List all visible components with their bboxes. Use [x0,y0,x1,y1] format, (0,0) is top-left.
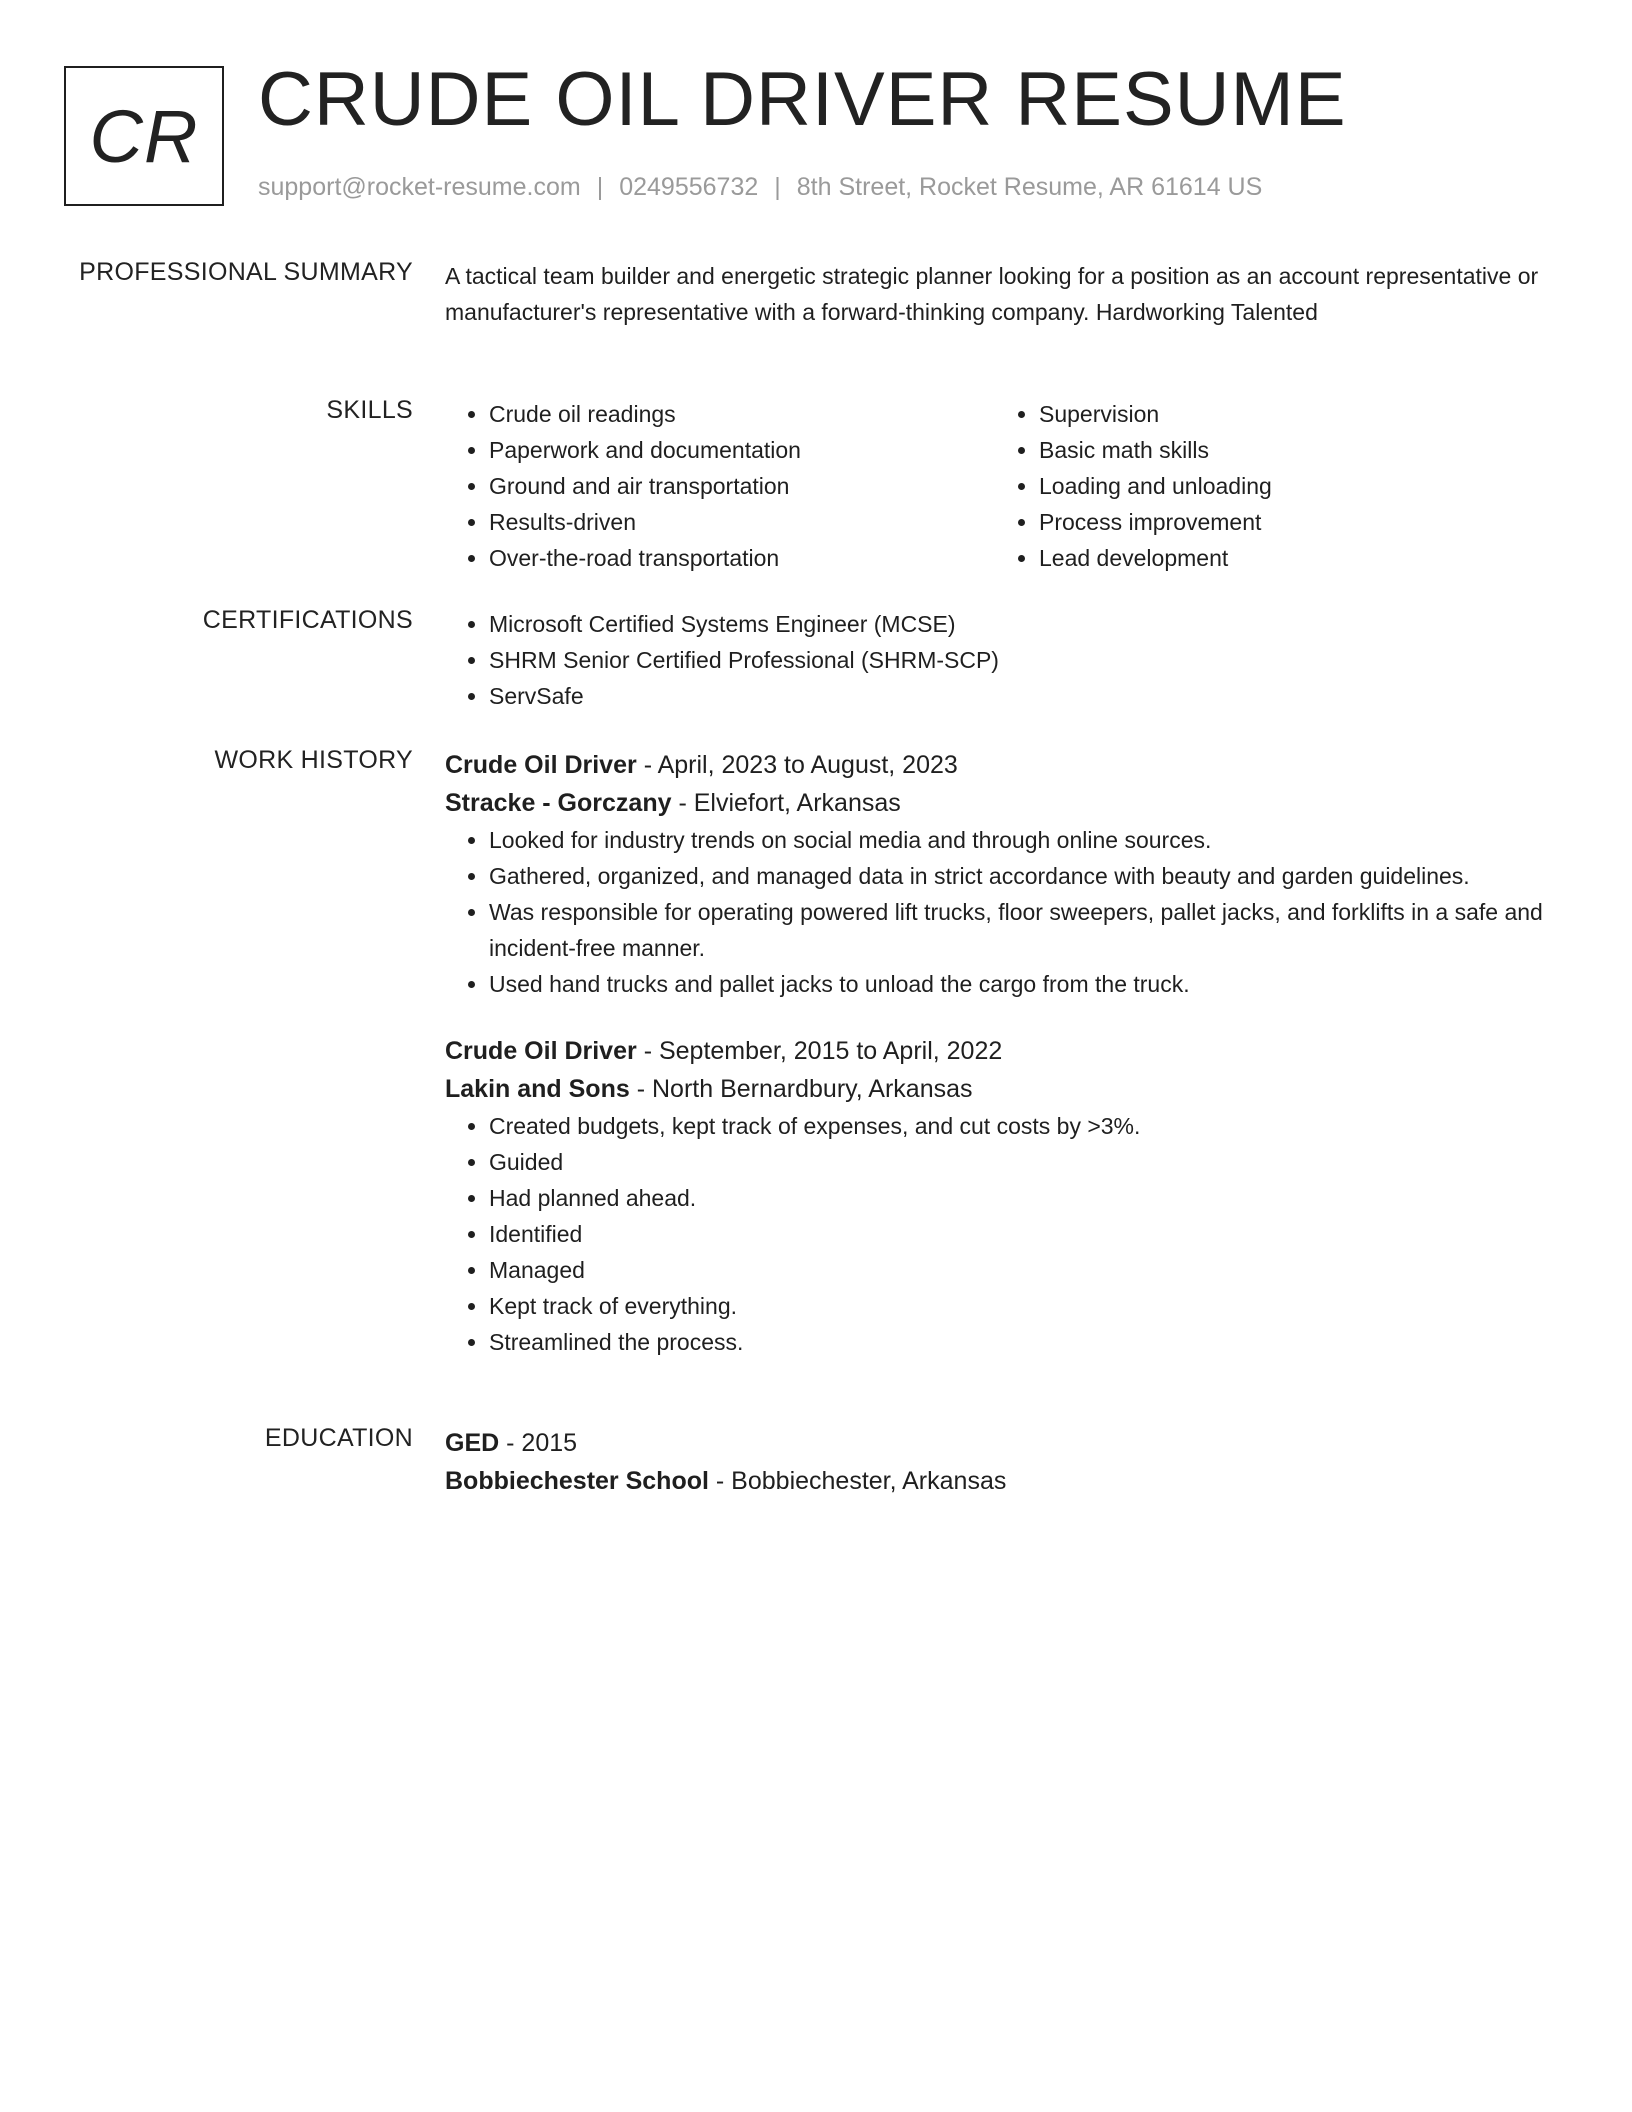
list-item: • Kept track of everything. [489,1288,1545,1324]
contact-phone: 0249556732 [619,173,759,201]
job-heading [445,1032,1545,1070]
education-heading [445,1424,1545,1462]
job-employer [445,1070,1545,1108]
contact-separator: | [596,173,604,201]
list-item: • Guided [489,1144,1545,1180]
education-school: Bobbiechester School [445,1467,709,1495]
section-label: SKILLS [326,396,413,424]
job-location: - North Bernardbury, Arkansas [636,1075,973,1103]
list-item: • ServSafe [489,678,1545,714]
summary-body [445,258,1545,330]
monogram-logo [64,66,224,206]
skills-body [445,396,1545,576]
job-location: - Elviefort, Arkansas [678,789,901,817]
resume-title: CRUDE OIL DRIVER RESUME [258,57,1347,142]
list-item: • Crude oil readings [489,396,995,432]
education-location: - Bobbiechester, Arkansas [715,1467,1007,1495]
certifications-body [445,606,1545,714]
skills-list-left [445,396,995,576]
section-label: EDUCATION [264,1424,413,1452]
summary-text: A tactical team builder and energetic strategic planner looking for a position as an account representative or manufacturer's representative with a forward-thinking company. Hardworking Talented [445,263,1539,325]
list-item: • Streamlined the process. [489,1324,1545,1360]
list-item: • Gathered, organized, and managed data in strict accordance with beauty and garden guidelines. [489,858,1545,894]
job-dates: - April, 2023 to August, 2023 [643,751,958,779]
work-body [445,746,1545,1360]
list-item: • Paperwork and documentation [489,432,995,468]
list-item: • Microsoft Certified Systems Engineer (MCSE) [489,606,1545,642]
job-company: Lakin and Sons [445,1075,630,1103]
job-duties [445,822,1545,1002]
monogram-initials: CR [89,94,199,178]
job-heading [445,746,1545,784]
section-label: PROFESSIONAL SUMMARY [79,258,413,286]
job-entry [445,746,1545,1002]
list-item: • Loading and unloading [1039,468,1545,504]
job-entry [445,1032,1545,1360]
list-item: • Was responsible for operating powered lift trucks, floor sweepers, pallet jacks, and forklifts in a safe and incident-free manner. [489,894,1545,966]
job-employer [445,784,1545,822]
education-degree: GED [445,1429,500,1457]
job-title: Crude Oil Driver [445,1037,637,1065]
list-item: • Identified [489,1216,1545,1252]
list-item: • Basic math skills [1039,432,1545,468]
section-label: WORK HISTORY [214,746,413,774]
skills-list-right [995,396,1545,576]
list-item: • Lead development [1039,540,1545,576]
contact-address: 8th Street, Rocket Resume, AR 61614 US [796,173,1263,201]
contact-email: support@rocket-resume.com [258,173,581,201]
job-duties [445,1108,1545,1360]
list-item: • Had planned ahead. [489,1180,1545,1216]
list-item: • Created budgets, kept track of expenses, and cut costs by >3%. [489,1108,1545,1144]
job-title: Crude Oil Driver [445,751,637,779]
list-item: • Used hand trucks and pallet jacks to unload the cargo from the truck. [489,966,1545,1002]
education-year: - 2015 [506,1429,578,1457]
list-item: • SHRM Senior Certified Professional (SHRM-SCP) [489,642,1545,678]
job-dates: - September, 2015 to April, 2022 [643,1037,1003,1065]
certifications-list [445,606,1545,714]
education-school-line [445,1462,1545,1500]
list-item: • Managed [489,1252,1545,1288]
list-item: • Supervision [1039,396,1545,432]
education-body [445,1424,1545,1500]
list-item: • Process improvement [1039,504,1545,540]
contact-separator: | [774,173,781,201]
contact-line [258,173,1262,202]
job-company: Stracke - Gorczany [445,789,672,817]
list-item: • Over-the-road transportation [489,540,995,576]
list-item: • Results-driven [489,504,995,540]
section-label: CERTIFICATIONS [202,606,413,634]
list-item: • Ground and air transportation [489,468,995,504]
list-item: • Looked for industry trends on social media and through online sources. [489,822,1545,858]
